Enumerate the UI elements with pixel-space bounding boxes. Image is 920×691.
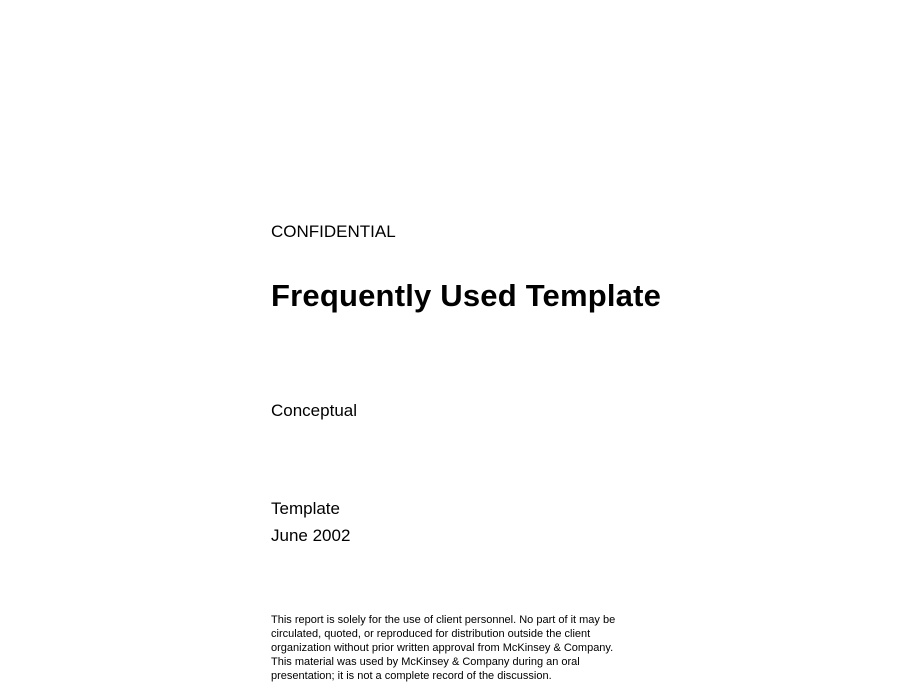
document-type: Template: [271, 499, 340, 518]
document-date: June 2002: [271, 526, 351, 545]
disclaimer-line: This report is solely for the use of client personnel. No part of it may be: [271, 614, 616, 626]
disclaimer-line: organization without prior written approval from McKinsey & Company.: [271, 642, 614, 654]
disclaimer-line: This material was used by McKinsey & Company during an oral: [271, 656, 580, 668]
document-subtitle: Conceptual: [271, 401, 358, 420]
confidentiality-label: CONFIDENTIAL: [271, 222, 396, 241]
disclaimer-text: [271, 613, 671, 683]
disclaimer-line: circulated, quoted, or reproduced for distribution outside the client: [271, 628, 591, 640]
disclaimer-line: presentation; it is not a complete record of the discussion.: [271, 670, 552, 682]
document-title: Frequently Used Template: [271, 278, 662, 313]
